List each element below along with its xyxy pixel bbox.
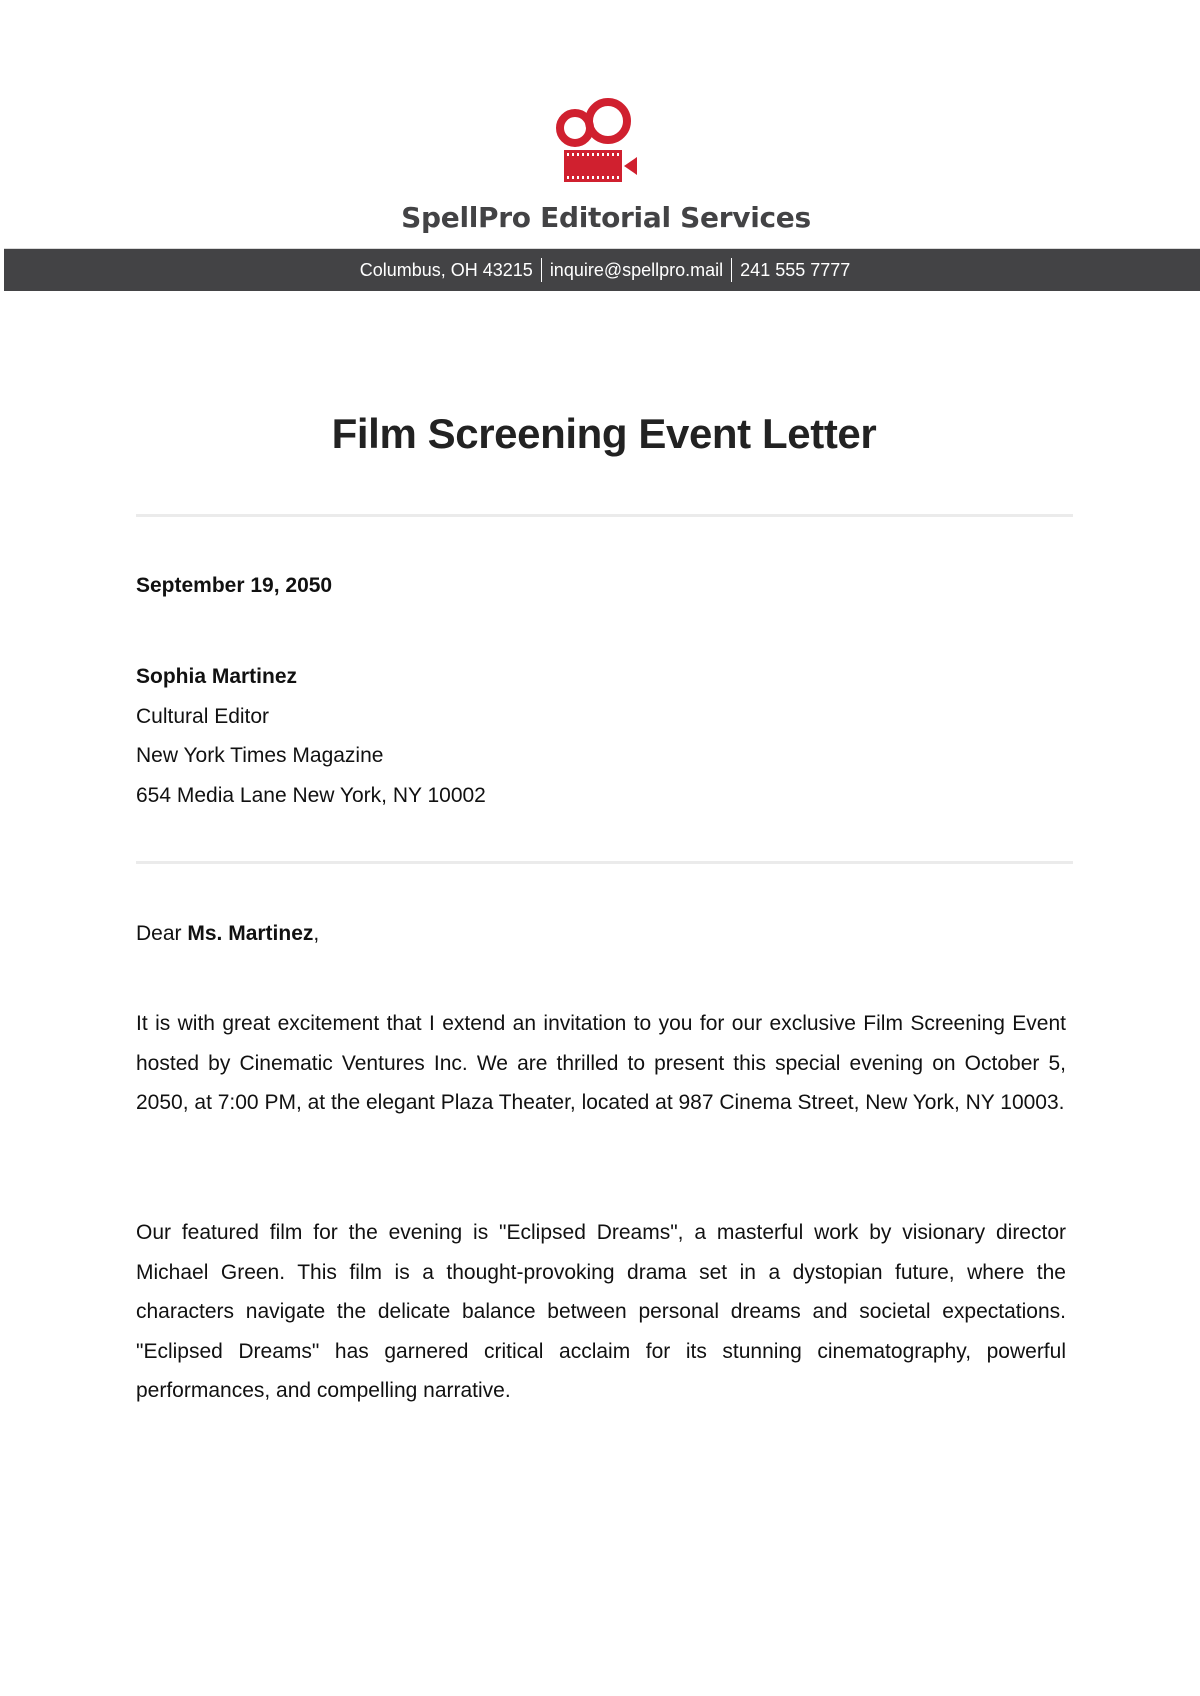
recipient-title: Cultural Editor	[136, 704, 270, 728]
separator	[731, 258, 732, 282]
film-camera-icon	[553, 98, 645, 186]
contact-phone[interactable]: 241 555 7777	[740, 259, 851, 280]
body-paragraph: Our featured film for the evening is "Eclipsed Dreams", a masterful work by visionary director Michael Green. This film is a thought-provoking drama set in a dystopian future, where the characters navigate the delicate balance between personal dreams and societal expectations. "Eclipsed Dreams" has garnered critical acclaim for its stunning cinematography, powerful performances, and compelling narrative.	[136, 1221, 1066, 1402]
recipient-block	[136, 657, 1066, 815]
contact-address: Columbus, OH 43215	[359, 259, 533, 280]
document-title: Film Screening Event Letter	[331, 410, 877, 457]
contact-email[interactable]: inquire@spellpro.mail	[549, 259, 724, 280]
recipient-address: 654 Media Lane New York, NY 10002	[136, 783, 486, 807]
letter-date: September 19, 2050	[136, 574, 333, 597]
salutation-name: Ms. Martinez	[187, 922, 314, 945]
salutation-suffix: ,	[313, 922, 320, 945]
recipient-name: Sophia Martinez	[136, 665, 298, 688]
recipient-organization: New York Times Magazine	[136, 744, 384, 767]
separator	[541, 258, 542, 282]
salutation	[136, 914, 1066, 954]
divider	[136, 514, 1073, 517]
body-paragraph: It is with great excitement that I extend an invitation to you for our exclusive Film Screening Event hosted by Cinematic Ventures Inc. We are thrilled to present this special evening on October 5, 2050, at 7:00 PM, at the elegant Plaza Theater, located at 987 Cinema Street, New York, NY 10003.	[136, 1012, 1066, 1114]
company-name: SpellPro Editorial Services	[401, 201, 811, 234]
contact-bar	[4, 248, 1200, 291]
divider	[136, 861, 1073, 864]
salutation-prefix: Dear	[136, 922, 188, 945]
